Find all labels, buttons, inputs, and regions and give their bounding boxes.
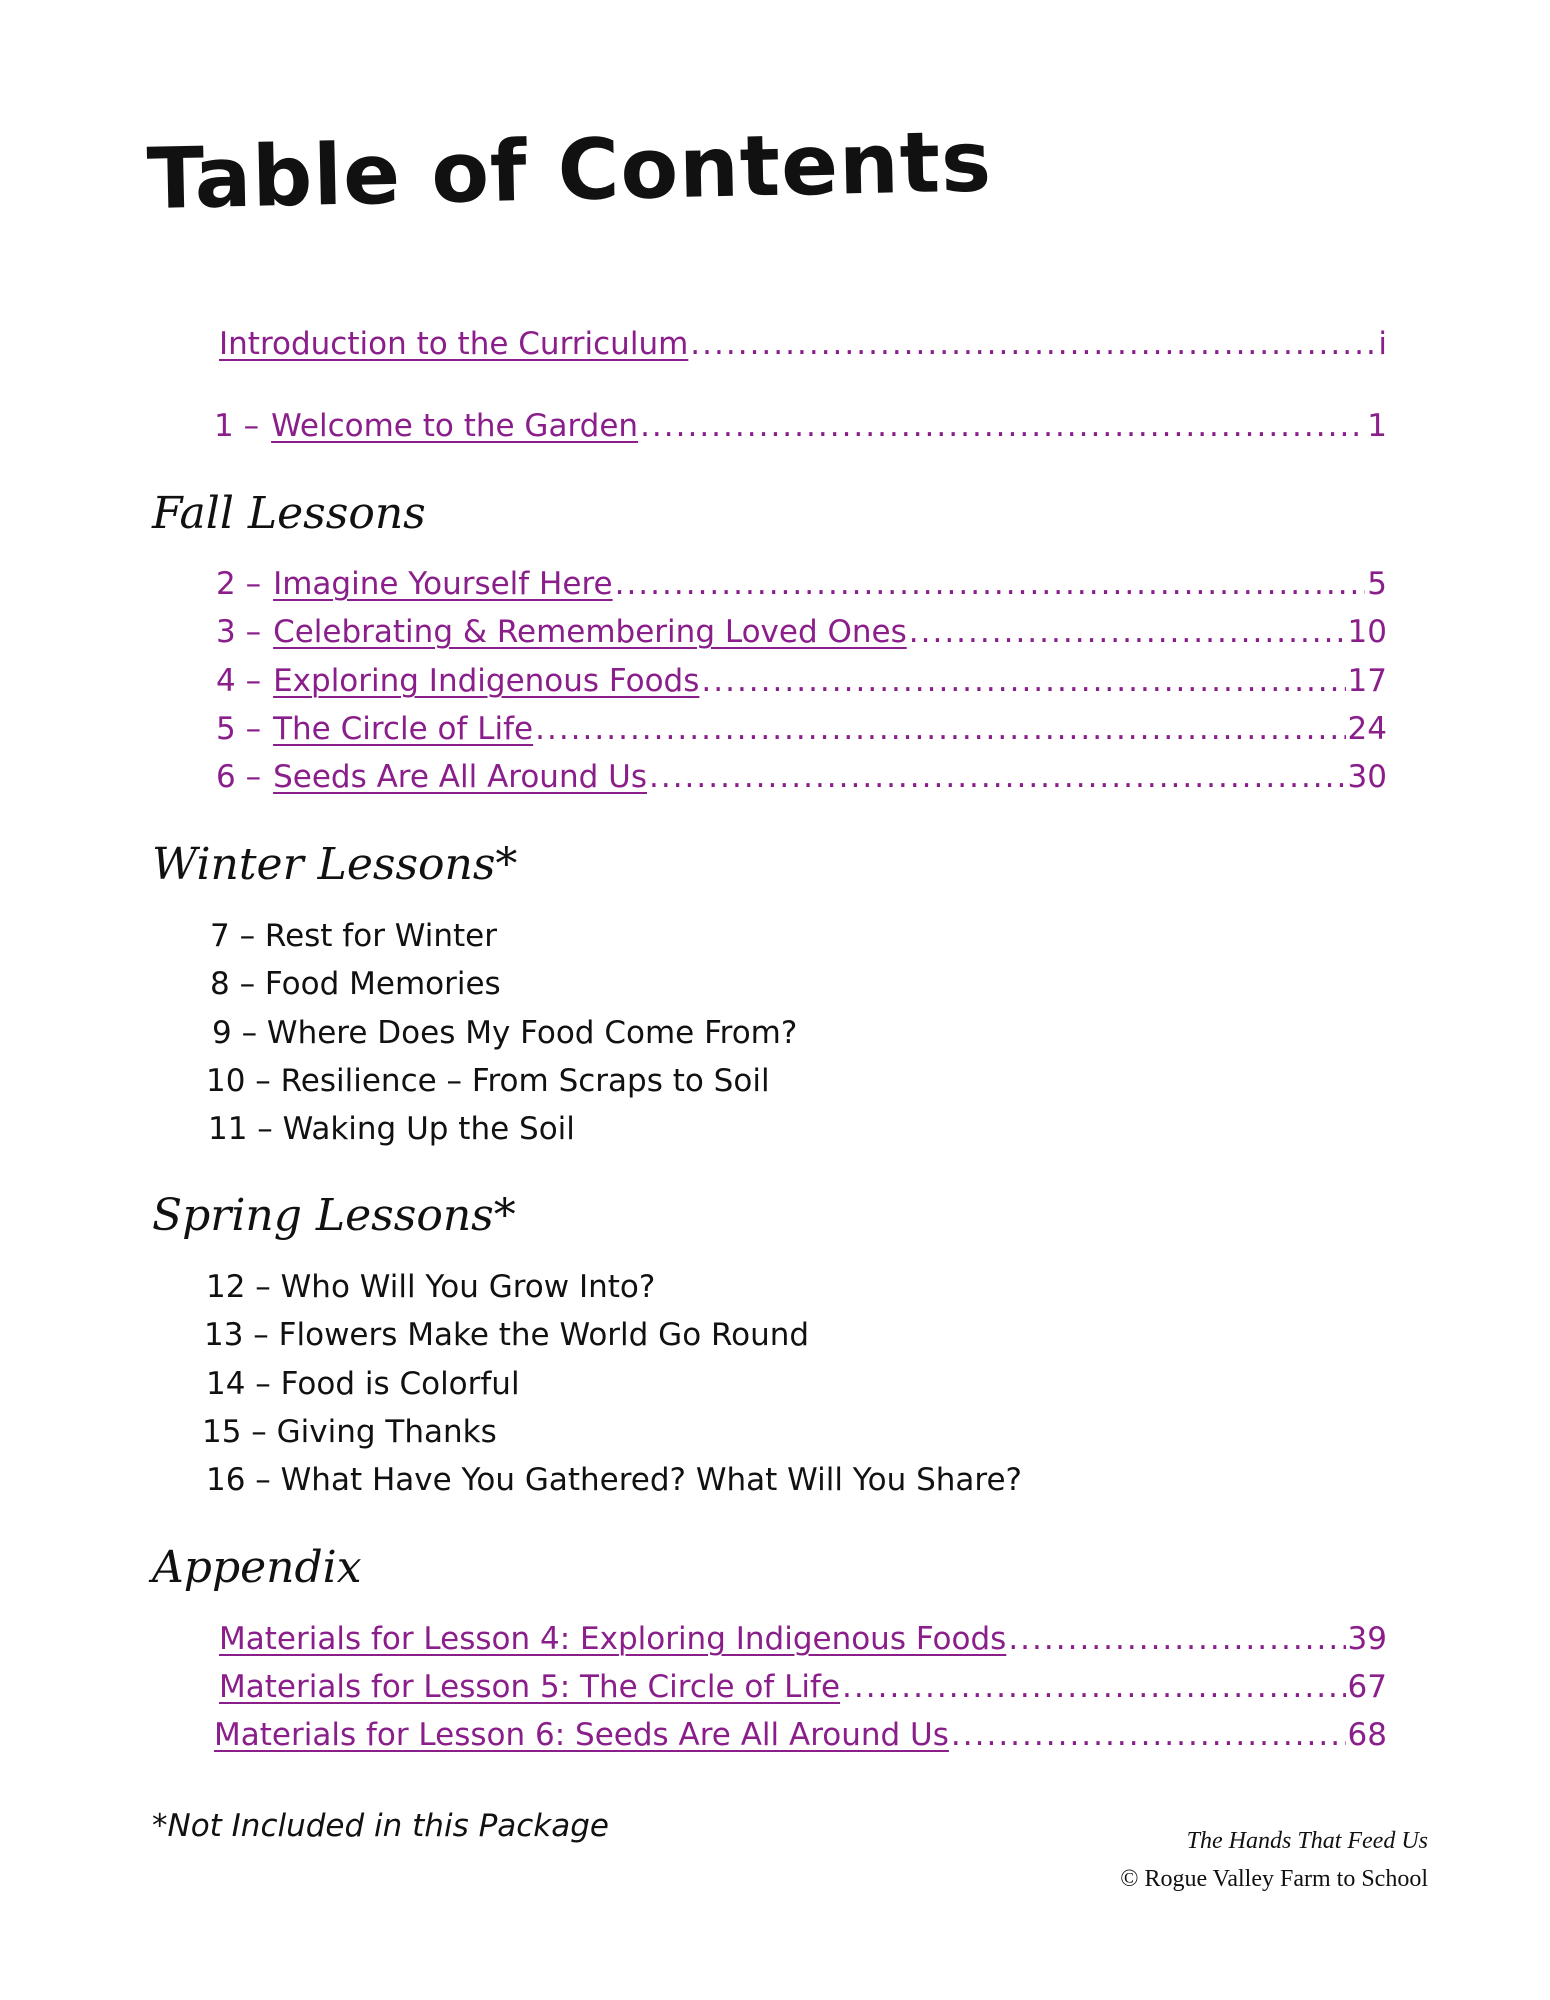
toc-entry-introduction[interactable]: [219, 320, 1387, 368]
toc-entry-appendix-lesson-4[interactable]: [219, 1615, 1387, 1663]
toc-entry-title: Materials for Lesson 5: The Circle of Life: [219, 1669, 841, 1705]
lesson-item: 9 – Where Does My Food Come From?: [212, 1015, 798, 1051]
lesson-item: 11 – Waking Up the Soil: [208, 1111, 575, 1147]
section-heading-appendix: Appendix: [152, 1542, 362, 1593]
toc-entry-page: 1: [1367, 408, 1387, 444]
lesson-item: 16 – What Have You Gathered? What Will You Share?: [206, 1462, 1023, 1498]
lesson-item: 8 – Food Memories: [210, 966, 501, 1002]
toc-entry-page: 10: [1347, 614, 1387, 650]
toc-entry-lesson-3[interactable]: [216, 608, 1387, 656]
toc-entry-lesson-2[interactable]: [216, 560, 1387, 608]
section-heading-fall: Fall Lessons: [152, 488, 426, 539]
dot-leader: [951, 1711, 1346, 1759]
toc-entry-lesson-4[interactable]: [216, 657, 1387, 705]
toc-entry-title: Materials for Lesson 4: Exploring Indigenous Foods: [219, 1621, 1007, 1657]
toc-entry-lesson-1[interactable]: [214, 402, 1387, 450]
toc-entry-page: 17: [1347, 663, 1387, 699]
dot-leader: [1008, 1615, 1345, 1663]
toc-entry-title: Materials for Lesson 6: Seeds Are All Around Us: [214, 1717, 949, 1753]
toc-entry-number: 3 –: [216, 614, 262, 650]
toc-entry-title: Exploring Indigenous Foods: [273, 663, 700, 699]
copyright: © Rogue Valley Farm to School: [1120, 1866, 1428, 1892]
book-title: The Hands That Feed Us: [1186, 1828, 1428, 1854]
toc-entry-page: 68: [1347, 1717, 1387, 1753]
toc-entry-title: Introduction to the Curriculum: [219, 326, 689, 362]
toc-entry-number: 6 –: [216, 759, 262, 795]
credits: [1120, 1822, 1428, 1898]
lesson-item: 13 – Flowers Make the World Go Round: [204, 1317, 810, 1353]
toc-entry-lesson-5[interactable]: [216, 705, 1387, 753]
toc-entry-page: 30: [1347, 759, 1387, 795]
toc-entry-appendix-lesson-6[interactable]: [214, 1711, 1387, 1759]
lesson-item: 12 – Who Will You Grow Into?: [206, 1269, 656, 1305]
toc-entry-title: The Circle of Life: [273, 711, 534, 747]
toc-entry-title: Celebrating & Remembering Loved Ones: [273, 614, 907, 650]
dot-leader: [649, 753, 1346, 801]
toc-entry-page: 5: [1367, 566, 1387, 602]
toc-entry-title: Seeds Are All Around Us: [273, 759, 647, 795]
toc-entry-page: 24: [1347, 711, 1387, 747]
toc-entry-lesson-6[interactable]: [216, 753, 1387, 801]
toc-entry-page: 39: [1347, 1621, 1387, 1657]
dot-leader: [842, 1663, 1346, 1711]
dot-leader: [690, 320, 1376, 368]
lesson-item: 10 – Resilience – From Scraps to Soil: [206, 1063, 770, 1099]
dot-leader: [535, 705, 1345, 753]
toc-entry-appendix-lesson-5[interactable]: [219, 1663, 1387, 1711]
lesson-item: 14 – Food is Colorful: [206, 1366, 520, 1402]
section-heading-spring: Spring Lessons*: [152, 1190, 516, 1241]
dot-leader: [909, 608, 1346, 656]
dot-leader: [615, 560, 1366, 608]
toc-entry-number: 4 –: [216, 663, 262, 699]
page-title: Table of Contents: [145, 112, 993, 228]
dot-leader: [640, 402, 1365, 450]
toc-entry-title: Welcome to the Garden: [271, 408, 639, 444]
toc-entry-page: i: [1378, 326, 1387, 362]
lesson-item: 15 – Giving Thanks: [202, 1414, 497, 1450]
toc-entry-title: Imagine Yourself Here: [273, 566, 613, 602]
dot-leader: [701, 657, 1345, 705]
toc-entry-page: 67: [1347, 1669, 1387, 1705]
lesson-item: 7 – Rest for Winter: [210, 918, 497, 954]
section-heading-winter: Winter Lessons*: [152, 839, 518, 890]
footnote: *Not Included in this Package: [152, 1808, 610, 1844]
toc-entry-number: 1 –: [214, 408, 260, 444]
toc-entry-number: 5 –: [216, 711, 262, 747]
toc-entry-number: 2 –: [216, 566, 262, 602]
